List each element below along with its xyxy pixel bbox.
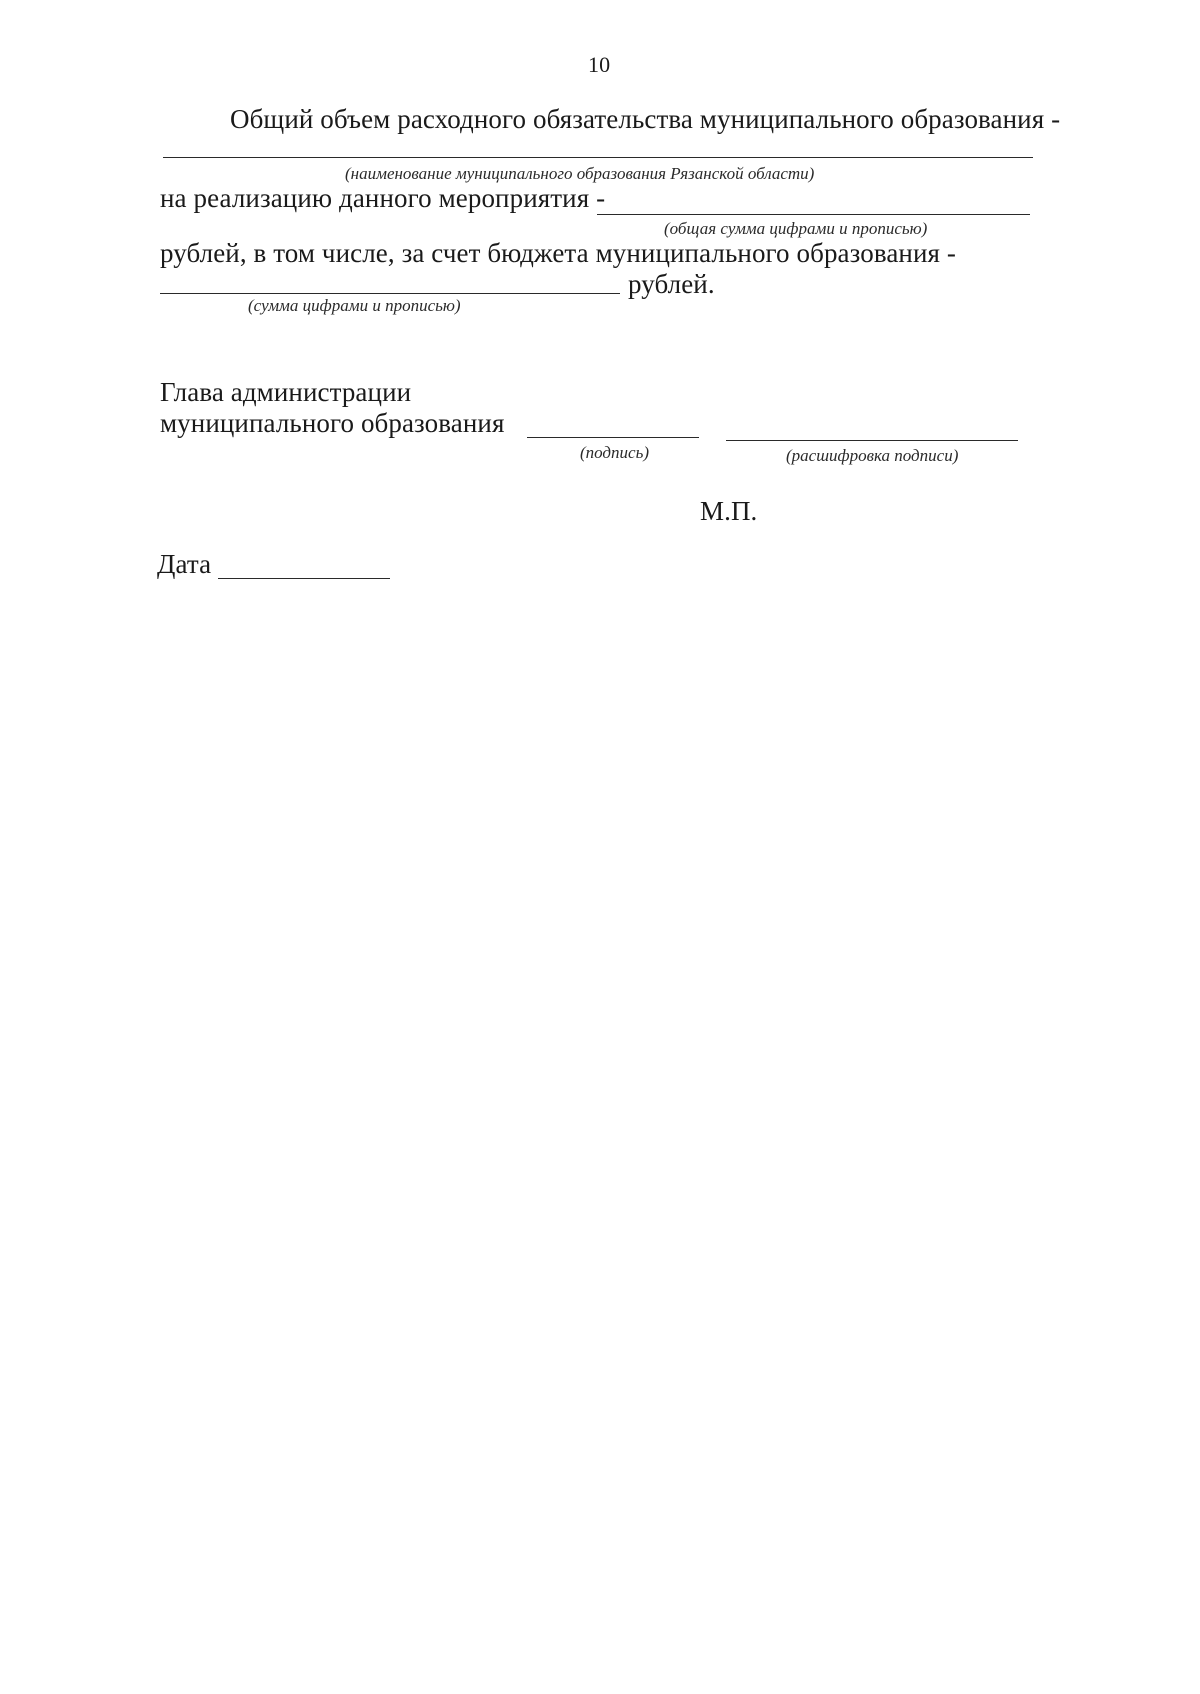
paragraph-line-4-suffix: рублей. bbox=[628, 269, 715, 299]
paragraph-line-2: на реализацию данного мероприятия - bbox=[160, 183, 606, 213]
page-number: 10 bbox=[588, 52, 611, 77]
stamp-label: М.П. bbox=[700, 496, 758, 526]
municipality-name-field[interactable] bbox=[163, 157, 1033, 158]
date-field[interactable] bbox=[218, 578, 390, 579]
signature-decoding-hint: (расшифровка подписи) bbox=[786, 446, 959, 465]
total-sum-hint: (общая сумма цифрами и прописью) bbox=[664, 219, 928, 238]
paragraph-line-1: Общий объем расходного обязательства муниципального образования - bbox=[230, 104, 1061, 134]
signature-decoding-field[interactable] bbox=[726, 440, 1018, 441]
municipality-name-hint: (наименование муниципального образования Рязанской области) bbox=[345, 164, 815, 183]
signature-hint: (подпись) bbox=[580, 443, 649, 462]
budget-sum-hint: (сумма цифрами и прописью) bbox=[248, 296, 461, 315]
signature-field[interactable] bbox=[527, 437, 699, 438]
budget-sum-field[interactable] bbox=[160, 293, 620, 294]
total-sum-field[interactable] bbox=[597, 214, 1030, 215]
signatory-title-line-2: муниципального образования bbox=[160, 408, 505, 438]
date-label: Дата bbox=[157, 549, 212, 579]
paragraph-line-3: рублей, в том числе, за счет бюджета муниципального образования - bbox=[160, 238, 956, 268]
signatory-title-line-1: Глава администрации bbox=[160, 377, 412, 407]
